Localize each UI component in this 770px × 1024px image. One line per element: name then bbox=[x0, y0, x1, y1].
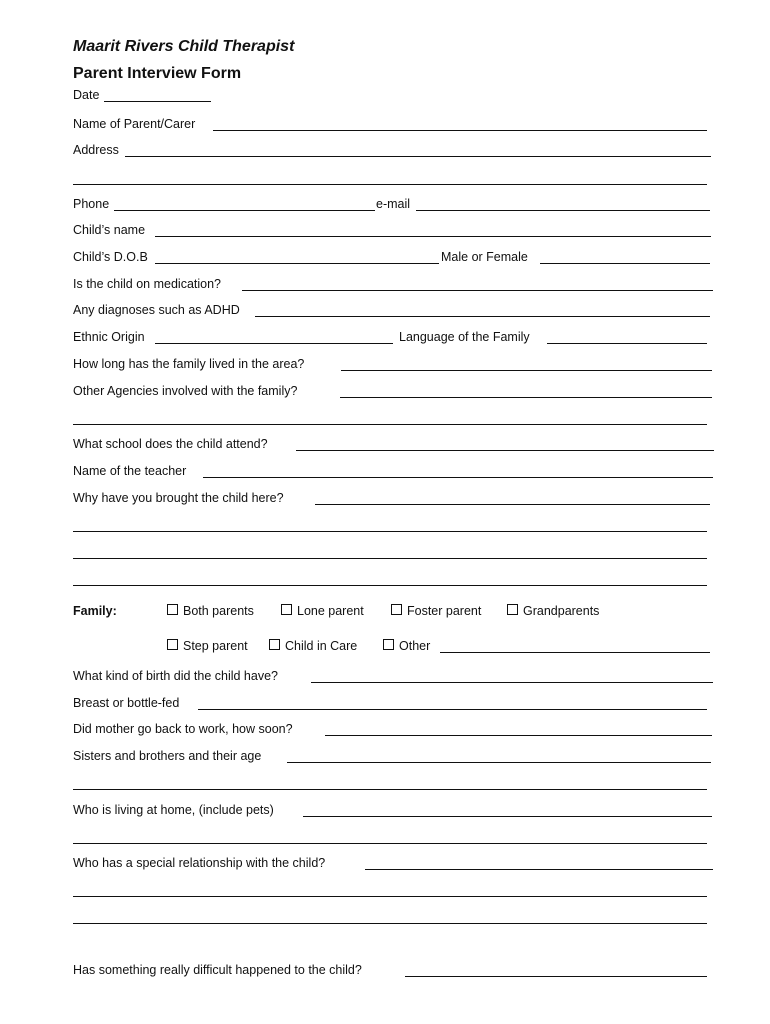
work-label: Did mother go back to work, how soon? bbox=[73, 722, 293, 736]
grandparents-checkbox[interactable] bbox=[507, 604, 518, 615]
medication-label: Is the child on medication? bbox=[73, 277, 222, 291]
lone-parent-checkbox[interactable] bbox=[281, 604, 292, 615]
address-field[interactable] bbox=[125, 156, 711, 157]
feeding-label: Breast or bottle-fed bbox=[73, 696, 180, 710]
address-field-line2[interactable] bbox=[73, 184, 707, 185]
grandparents-label: Grandparents bbox=[523, 604, 600, 618]
ethnic-origin-label: Ethnic Origin bbox=[73, 330, 145, 344]
agencies-field-line2[interactable] bbox=[73, 424, 707, 425]
other-field[interactable] bbox=[440, 652, 710, 653]
agencies-label: Other Agencies involved with the family? bbox=[73, 384, 298, 398]
language-label: Language of the Family bbox=[399, 330, 530, 344]
how-long-field[interactable] bbox=[341, 370, 712, 371]
parent-name-field[interactable] bbox=[213, 130, 707, 131]
agencies-field[interactable] bbox=[340, 397, 712, 398]
form-title: Parent Interview Form bbox=[73, 65, 242, 82]
diagnoses-field[interactable] bbox=[255, 316, 710, 317]
how-long-label: How long has the family lived in the area? bbox=[73, 357, 305, 371]
both-parents-label: Both parents bbox=[183, 604, 254, 618]
birth-label: What kind of birth did the child have? bbox=[73, 669, 278, 683]
teacher-label: Name of the teacher bbox=[73, 464, 187, 478]
why-label: Why have you brought the child here? bbox=[73, 491, 284, 505]
family-label: Family: bbox=[73, 604, 117, 618]
gender-label: Male or Female bbox=[441, 250, 528, 264]
email-label: e-mail bbox=[376, 197, 411, 211]
difficult-field[interactable] bbox=[405, 976, 707, 977]
date-field[interactable] bbox=[104, 101, 211, 102]
child-dob-label: Child’s D.O.B bbox=[73, 250, 148, 264]
foster-parent-label: Foster parent bbox=[407, 604, 482, 618]
child-in-care-label: Child in Care bbox=[285, 639, 358, 653]
child-name-field[interactable] bbox=[155, 236, 711, 237]
school-field[interactable] bbox=[296, 450, 714, 451]
teacher-field[interactable] bbox=[203, 477, 713, 478]
why-field-line2[interactable] bbox=[73, 531, 707, 532]
other-checkbox[interactable] bbox=[383, 639, 394, 650]
date-label: Date bbox=[73, 88, 100, 102]
living-label: Who is living at home, (include pets) bbox=[73, 803, 274, 817]
foster-parent-checkbox[interactable] bbox=[391, 604, 402, 615]
both-parents-checkbox[interactable] bbox=[167, 604, 178, 615]
siblings-field-line2[interactable] bbox=[73, 789, 707, 790]
language-field[interactable] bbox=[547, 343, 707, 344]
why-field-line4[interactable] bbox=[73, 585, 707, 586]
email-field[interactable] bbox=[416, 210, 710, 211]
parent-name-label: Name of Parent/Carer bbox=[73, 117, 196, 131]
relationship-label: Who has a special relationship with the child? bbox=[73, 856, 326, 870]
siblings-field[interactable] bbox=[287, 762, 711, 763]
birth-field[interactable] bbox=[311, 682, 713, 683]
work-field[interactable] bbox=[325, 735, 712, 736]
living-field-line2[interactable] bbox=[73, 843, 707, 844]
other-label: Other bbox=[399, 639, 431, 653]
ethnic-origin-field[interactable] bbox=[155, 343, 393, 344]
difficult-label: Has something really difficult happened to the child? bbox=[73, 963, 362, 977]
school-label: What school does the child attend? bbox=[73, 437, 268, 451]
why-field-line3[interactable] bbox=[73, 558, 707, 559]
step-parent-checkbox[interactable] bbox=[167, 639, 178, 650]
therapist-name: Maarit Rivers Child Therapist bbox=[73, 38, 295, 55]
living-field[interactable] bbox=[303, 816, 712, 817]
lone-parent-label: Lone parent bbox=[297, 604, 364, 618]
relationship-field[interactable] bbox=[365, 869, 713, 870]
address-label: Address bbox=[73, 143, 119, 157]
medication-field[interactable] bbox=[242, 290, 713, 291]
step-parent-label: Step parent bbox=[183, 639, 248, 653]
why-field[interactable] bbox=[315, 504, 710, 505]
relationship-field-line2[interactable] bbox=[73, 896, 707, 897]
gender-field[interactable] bbox=[540, 263, 710, 264]
siblings-label: Sisters and brothers and their age bbox=[73, 749, 262, 763]
child-name-label: Child’s name bbox=[73, 223, 146, 237]
phone-label: Phone bbox=[73, 197, 110, 211]
feeding-field[interactable] bbox=[198, 709, 707, 710]
child-in-care-checkbox[interactable] bbox=[269, 639, 280, 650]
relationship-field-line3[interactable] bbox=[73, 923, 707, 924]
child-dob-field[interactable] bbox=[155, 263, 439, 264]
diagnoses-label: Any diagnoses such as ADHD bbox=[73, 303, 240, 317]
phone-field[interactable] bbox=[114, 210, 375, 211]
